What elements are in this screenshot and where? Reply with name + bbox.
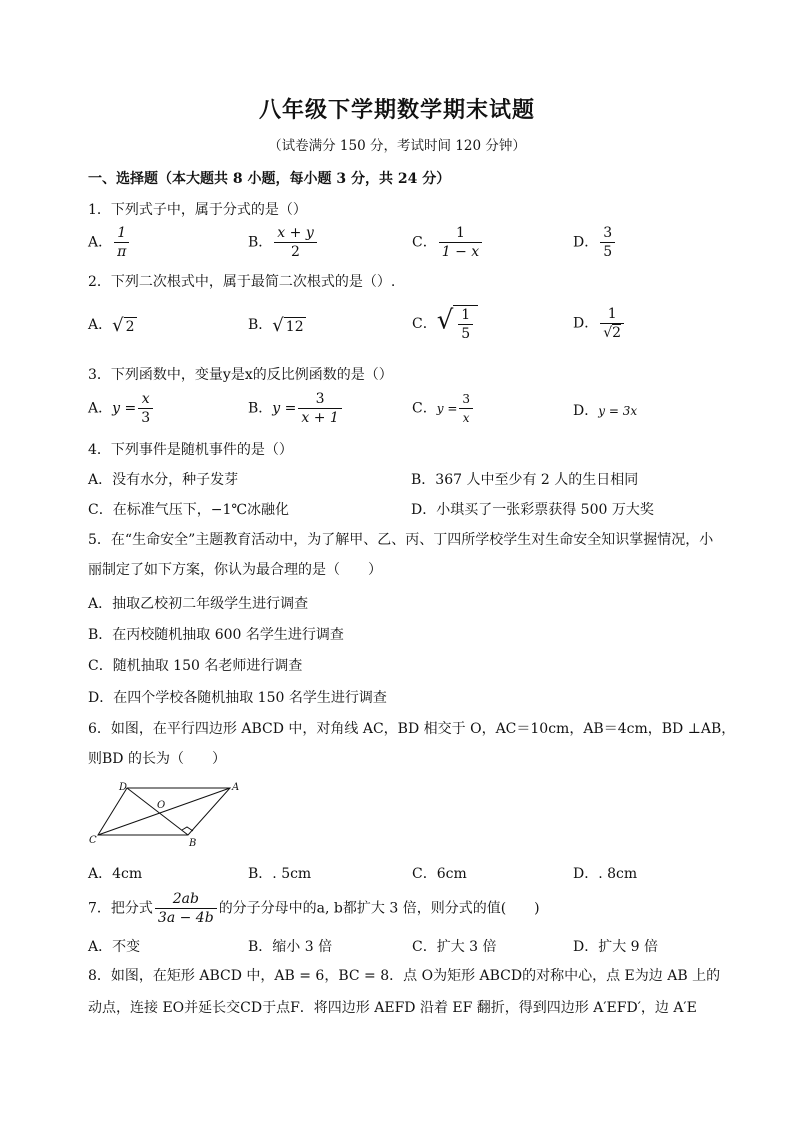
q2-option-c: C．√ $\frac{1}{5}$	[412, 305, 478, 343]
parallelogram-figure	[85, 778, 245, 850]
vertex-c-label: C	[89, 835, 97, 846]
q6-stem-line2: 则BD 的长为（ ）	[88, 751, 226, 767]
q5-option-b: B．在丙校随机抽取 600 名学生进行调查	[88, 627, 344, 643]
q1-option-c: C． $\frac{1}{1 - x}$	[412, 224, 484, 261]
vertex-a-label: A	[232, 782, 240, 793]
q3-option-a: A．y = $\frac{x}{3}$	[88, 390, 155, 427]
q7-option-c: C．扩大 3 倍	[412, 939, 497, 955]
q5-option-d: D．在四个学校各随机抽取 150 名学生进行调查	[88, 690, 387, 706]
q4-option-c: C．在标准气压下，−1℃冰融化	[88, 502, 290, 518]
right-angle-mark	[182, 827, 193, 831]
q2-stem: 2．下列二次根式中，属于最简二次根式的是（）.	[88, 274, 396, 290]
q8-stem-line2: 动点，连接 EO并延长交CD于点F．将四边形 AEFD 沿着 EF 翻折，得到四边形 A′EFD′，边 A′E	[88, 1000, 697, 1016]
diagonal-ac	[98, 788, 230, 835]
q7-stem: 7．把分式 $\frac{2ab}{3a - 4b}$ 的分子分母中的a, b都扩大 3 倍，则分式的值( )	[88, 891, 540, 926]
q6-option-a: A．4cm	[88, 866, 143, 882]
diagonal-bd	[127, 788, 188, 835]
q6-option-d: D．. 8cm	[573, 866, 638, 882]
q4-option-d: D．小琪买了一张彩票获得 500 万大奖	[411, 502, 654, 518]
q2-option-a: A．√ 2	[88, 314, 135, 336]
q5-stem-line2: 丽制定了如下方案，你认为最合理的是（ ）	[88, 562, 382, 578]
q1-stem: 1．下列式子中，属于分式的是（）	[88, 202, 307, 218]
q6-option-b: B．. 5cm	[248, 866, 312, 882]
vertex-d-label: D	[119, 782, 128, 793]
q4-option-b: B．367 人中至少有 2 人的生日相同	[411, 472, 639, 488]
q4-option-a: A．没有水分，种子发芽	[88, 472, 239, 488]
q7-option-d: D．扩大 9 倍	[573, 939, 659, 955]
section-heading: 一、选择题（本大题共 8 小题，每小题 3 分，共 24 分）	[88, 171, 451, 187]
q6-option-c: C．6cm	[412, 866, 467, 882]
q2-option-b: B．√ 12	[248, 314, 304, 336]
q6-stem-line1: 6．如图，在平行四边形 ABCD 中，对角线 AC，BD 相交于 O，AC＝10cm，AB＝4cm，BD ⊥AB，	[88, 721, 736, 737]
q2-option-d: D． $\frac{1}{√2}$	[573, 305, 626, 342]
page-title: 八年级下学期数学期末试题	[258, 97, 535, 123]
q5-stem-line1: 5．在“生命安全”主题教育活动中，为了解甲、乙、丙、丁四所学校学生对生命安全知识掌握情况，小	[88, 532, 714, 548]
q3-option-b: B．y = $\frac{3}{x + 1}$	[248, 390, 344, 427]
q5-option-c: C．随机抽取 150 名老师进行调查	[88, 658, 303, 674]
center-o-label: O	[157, 800, 166, 811]
q4-stem: 4．下列事件是随机事件的是（）	[88, 442, 293, 458]
vertex-b-label: B	[189, 838, 197, 849]
q7-option-b: B．缩小 3 倍	[248, 939, 333, 955]
q1-option-d: D． $\frac{3}{5}$	[573, 224, 617, 261]
q1-option-a: A． $\frac{1}{\pi}$	[88, 224, 131, 261]
q7-option-a: A．不变	[88, 939, 141, 955]
exam-info: （试卷满分 150 分，考试时间 120 分钟）	[268, 138, 526, 154]
q3-option-d: D．y = 3x	[573, 403, 638, 419]
q3-stem: 3．下列函数中，变量y是x的反比例函数的是（）	[88, 367, 393, 383]
q8-stem-line1: 8．如图，在矩形 ABCD 中，AB = 6，BC = 8．点 O为矩形 ABCD的对称中心，点 E为边 AB 上的	[88, 968, 721, 984]
q5-option-a: A．抽取乙校初二年级学生进行调查	[88, 596, 309, 612]
q1-option-b: B． $\frac{x + y}{2}$	[248, 224, 319, 261]
q3-option-c: C．y = $\frac{3}{x}$	[412, 390, 475, 427]
